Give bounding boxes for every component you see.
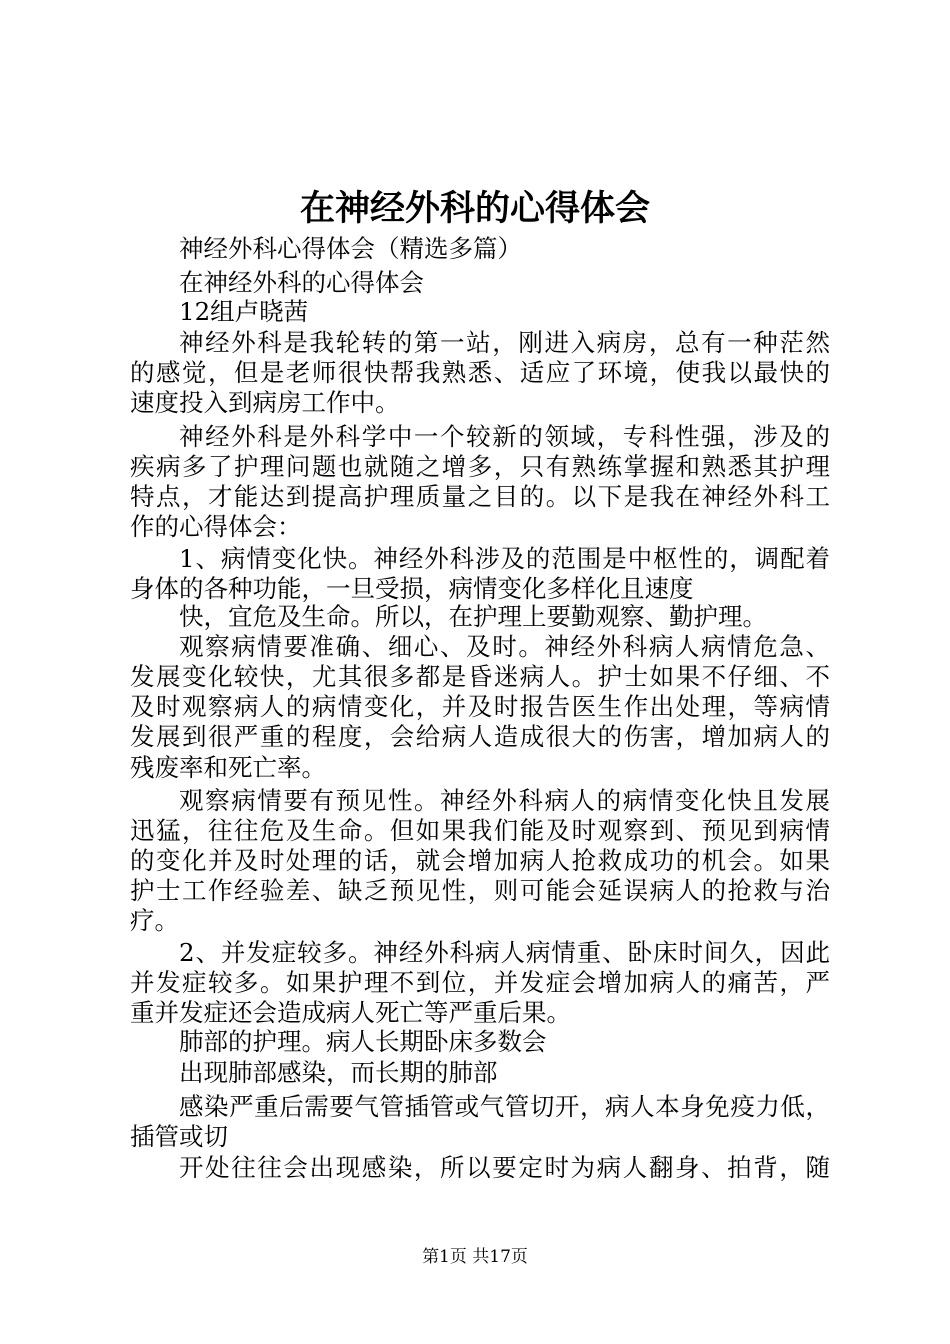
text-line: 发展到很严重的程度，会给病人造成很大的伤害，增加病人的	[130, 722, 830, 751]
text-line: 1、病情变化快。神经外科涉及的范围是中枢性的，调配着	[179, 544, 830, 573]
text-line: 肺部的护理。病人长期卧床多数会	[179, 1027, 547, 1056]
text-line: 开处往往会出现感染，所以要定时为病人翻身、拍背，随	[179, 1153, 830, 1182]
text-line: 在神经外科的心得体会	[179, 268, 424, 297]
text-line: 的感觉，但是老师很快帮我熟悉、适应了环境，使我以最快的	[130, 358, 830, 387]
text-line: 特点，才能达到提高护理质量之目的。以下是我在神经外科工	[130, 482, 830, 511]
text-line: 快，宜危及生命。所以，在护理上要勤观察、勤护理。	[179, 602, 767, 631]
text-line: 疗。	[130, 906, 179, 935]
text-line: 12组卢晓茜	[179, 297, 309, 326]
text-line: 疾病多了护理问题也就随之增多，只有熟练掌握和熟悉其护理	[130, 452, 830, 481]
page-footer: 第1页 共17页	[422, 1247, 528, 1267]
text-line: 观察病情要有预见性。神经外科病人的病情变化快且发展	[179, 786, 830, 815]
text-line: 并发症较多。如果护理不到位，并发症会增加病人的痛苦，严	[130, 968, 830, 997]
text-line: 作的心得体会：	[130, 512, 302, 541]
text-line: 神经外科心得体会（精选多篇）	[179, 234, 522, 263]
text-line: 重并发症还会造成病人死亡等严重后果。	[130, 998, 571, 1027]
text-line: 观察病情要准确、细心、及时。神经外科病人病情危急、	[179, 632, 830, 661]
text-line: 感染严重后需要气管插管或气管切开，病人本身免疫力低，	[179, 1092, 830, 1121]
text-line: 残废率和死亡率。	[130, 753, 326, 782]
text-line: 身体的各种功能，一旦受损，病情变化多样化且速度	[130, 574, 694, 603]
text-line: 插管或切	[130, 1122, 228, 1151]
text-line: 神经外科是外科学中一个较新的领域，专科性强，涉及的	[179, 422, 830, 451]
text-line: 出现肺部感染，而长期的肺部	[179, 1058, 498, 1087]
page-title: 在神经外科的心得体会	[299, 188, 650, 229]
text-line: 的变化并及时处理的话，就会增加病人抢救成功的机会。如果	[130, 846, 830, 875]
text-line: 及时观察病人的病情变化，并及时报告医生作出处理，等病情	[130, 692, 830, 721]
text-line: 速度投入到病房工作中。	[130, 388, 400, 417]
text-line: 神经外科是我轮转的第一站，刚进入病房，总有一种茫然	[179, 328, 830, 357]
text-line: 迅猛，往往危及生命。但如果我们能及时观察到、预见到病情	[130, 816, 830, 845]
text-line: 2、并发症较多。神经外科病人病情重、卧床时间久，因此	[179, 938, 830, 967]
text-line: 护士工作经验差、缺乏预见性，则可能会延误病人的抢救与治	[130, 876, 830, 905]
text-line: 发展变化较快，尤其很多都是昏迷病人。护士如果不仔细、不	[130, 662, 830, 691]
